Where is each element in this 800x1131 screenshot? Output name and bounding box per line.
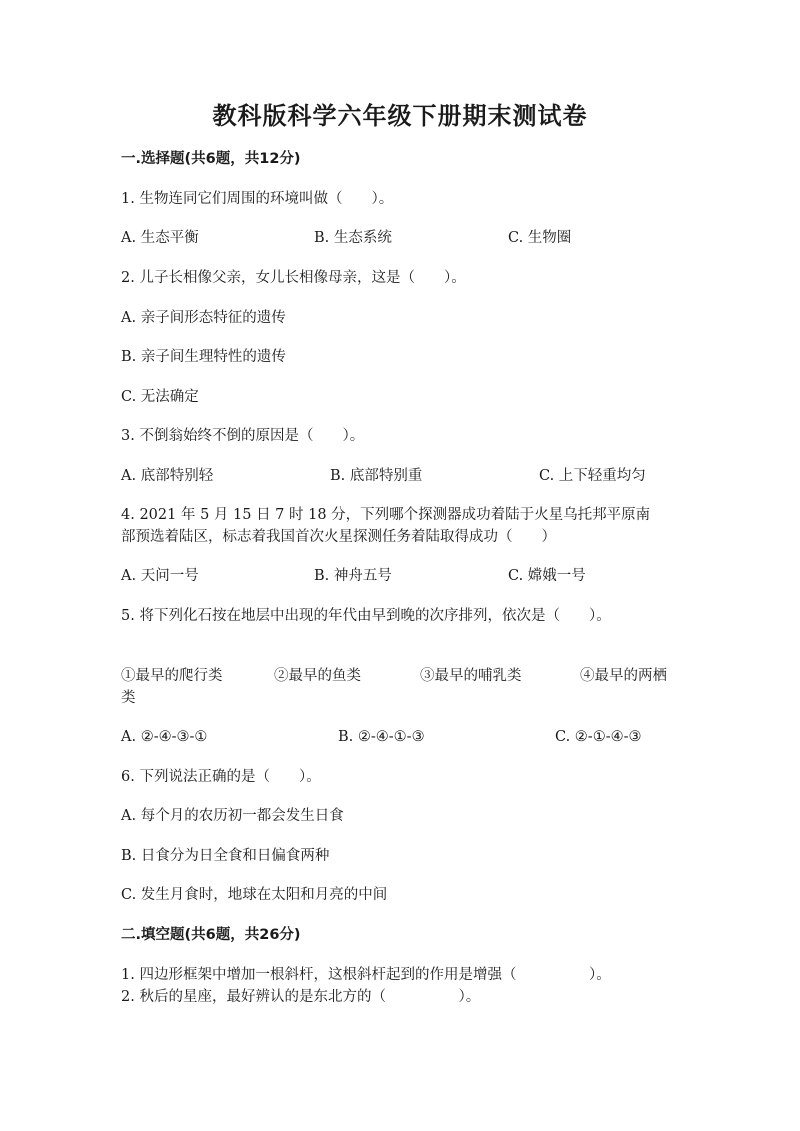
- option-b: B. 亲子间生理特性的遗传: [121, 349, 286, 365]
- option-b: B. ②-④-①-③: [338, 729, 425, 745]
- page-title: 教科版科学六年级下册期末测试卷: [212, 102, 588, 130]
- option-b: B. 日食分为日全食和日偏食两种: [121, 848, 330, 864]
- option-c: C. 发生月食时，地球在太阳和月亮的中间: [121, 887, 388, 903]
- question-text: 2. 儿子长相像父亲，女儿长相像母亲，这是（ ）。: [121, 270, 466, 286]
- option-b: B. 生态系统: [314, 230, 392, 246]
- option-c: C. ②-①-④-③: [555, 729, 642, 745]
- option-a: A. 生态平衡: [121, 230, 199, 246]
- option-c: C. 上下轻重均匀: [539, 468, 646, 484]
- question-text: 5. 将下列化石按在地层中出现的年代由早到晚的次序排列，依次是（ ）。: [121, 608, 611, 624]
- option-a: A. 天问一号: [121, 568, 199, 584]
- section-heading-multiple-choice: 一.选择题(共6题，共12分): [121, 151, 301, 167]
- option-b: B. 神舟五号: [314, 568, 392, 584]
- question-text: 1. 生物连同它们周围的环境叫做（ ）。: [121, 191, 394, 207]
- fossil-item-4: ④最早的两栖: [580, 668, 667, 684]
- question-text: 6. 下列说法正确的是（ ）。: [121, 769, 321, 785]
- fill-question-2: 2. 秋后的星座，最好辨认的是东北方的（ ）。: [121, 989, 481, 1005]
- fossil-item-4-continued: 类: [121, 690, 136, 706]
- section-heading-fill-in: 二.填空题(共6题，共26分): [121, 927, 301, 943]
- option-a: A. ②-④-③-①: [121, 729, 208, 745]
- fossil-item-3: ③最早的哺乳类: [420, 668, 522, 684]
- option-c: C. 无法确定: [121, 389, 199, 405]
- option-c: C. 生物圈: [508, 230, 572, 246]
- question-text-line-1: 4. 2021 年 5 月 15 日 7 时 18 分，下列哪个探测器成功着陆于火星乌托邦平原南: [121, 507, 651, 523]
- fossil-item-2: ②最早的鱼类: [274, 668, 361, 684]
- fossil-item-1: ①最早的爬行类: [121, 668, 223, 684]
- option-b: B. 底部特别重: [330, 468, 423, 484]
- option-a: A. 底部特别轻: [121, 468, 214, 484]
- question-text: 3. 不倒翁始终不倒的原因是（ ）。: [121, 428, 365, 444]
- fill-question-1: 1. 四边形框架中增加一根斜杆，这根斜杆起到的作用是增强（ ）。: [121, 967, 611, 983]
- option-a: A. 亲子间形态特征的遗传: [121, 310, 286, 326]
- option-c: C. 嫦娥一号: [508, 568, 586, 584]
- option-a: A. 每个月的农历初一都会发生日食: [121, 808, 344, 824]
- question-text-line-2: 部预选着陆区，标志着我国首次火星探测任务着陆取得成功（ ）: [121, 529, 556, 545]
